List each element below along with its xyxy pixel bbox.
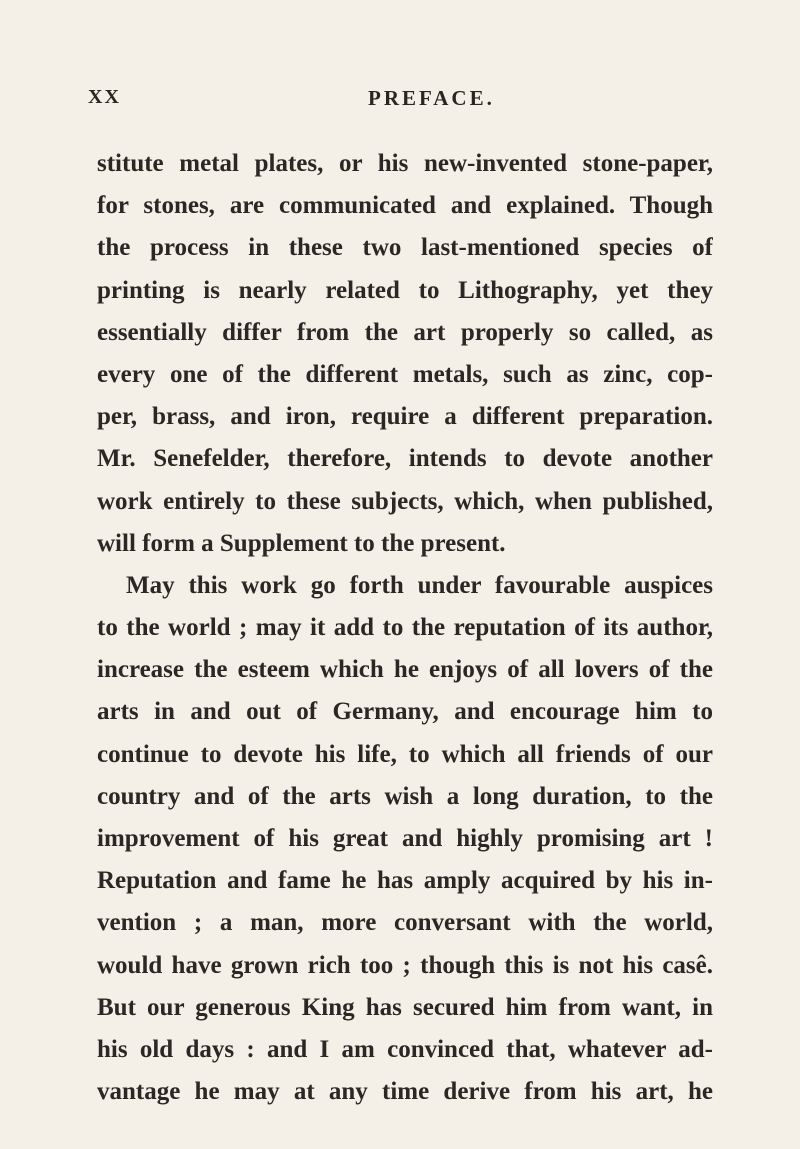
text-line: stitute metal plates, or his new-invented stone-paper, — [97, 150, 713, 177]
text-line: would have grown rich too ; though this is not his casê. — [97, 951, 713, 979]
text-line: Reputation and fame he has amply acquired by his in- — [97, 867, 713, 895]
text-line: increase the esteem which he enjoys of all lovers of the — [97, 656, 713, 684]
text-line: printing is nearly related to Lithography, yet they — [97, 276, 713, 304]
running-title: PREFACE. — [368, 86, 495, 110]
text-line: vention ; a man, more conversant with the world, — [97, 909, 713, 937]
text-line: work entirely to these subjects, which, when published, — [97, 487, 713, 515]
text-line: his old days : and I am convinced that, whatever ad- — [97, 1035, 713, 1063]
text-line: the process in these two last-mentioned species of — [97, 234, 713, 262]
text-line: continue to devote his life, to which all friends of our — [97, 740, 713, 768]
text-line: arts in and out of Germany, and encourage him to — [97, 698, 713, 726]
page-number: XX — [88, 86, 121, 108]
text-line: to the world ; may it add to the reputation of its author, — [97, 614, 713, 642]
text-line: per, brass, and iron, require a different preparation. — [97, 403, 713, 431]
text-line: every one of the different metals, such as zinc, cop- — [97, 360, 713, 388]
running-head — [88, 86, 710, 116]
text-line: But our generous King has secured him from want, in — [97, 993, 713, 1021]
text-line-paragraph-end: will form a Supplement to the present. — [97, 529, 506, 557]
text-line: improvement of his great and highly promising art ! — [97, 825, 713, 852]
body-text — [97, 143, 713, 1113]
text-line: for stones, are communicated and explained. Though — [97, 192, 713, 220]
text-line: vantage he may at any time derive from his art, he — [97, 1078, 713, 1106]
text-line: essentially differ from the art properly so called, as — [97, 318, 713, 346]
text-line: country and of the arts wish a long duration, to the — [97, 782, 713, 810]
text-line: Mr. Senefelder, therefore, intends to devote another — [97, 445, 713, 473]
text-line-paragraph-start: May this work go forth under favourable auspices — [126, 571, 713, 599]
